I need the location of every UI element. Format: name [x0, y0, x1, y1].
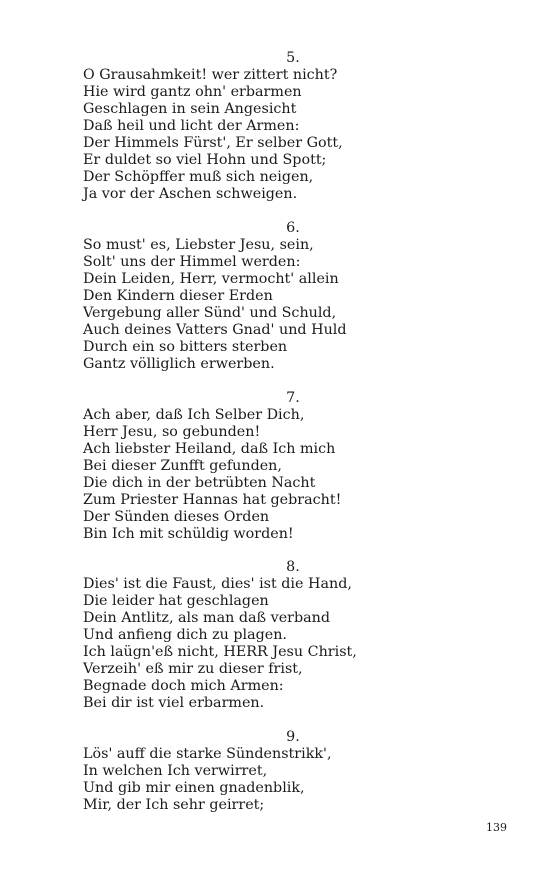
verse-line: Dies' ist die Faust, dies' ist die Hand, — [83, 576, 352, 593]
verse-line: Ich laügn'eß nicht, HERR Jesu Christ, — [83, 644, 357, 661]
stanza-5 — [83, 50, 383, 203]
stanza-number: 6. — [286, 219, 300, 236]
verse-line: Der Schöpffer muß sich neigen, — [83, 169, 314, 185]
verse-line: Bin Ich mit schüldig worden! — [83, 525, 294, 542]
verse-line: Zum Priester Hannas hat gebracht! — [83, 491, 342, 508]
verse-line: Begnade doch mich Armen: — [83, 678, 284, 695]
stanza-number: 7. — [286, 389, 300, 406]
verse-line: Verzeih' eß mir zu dieser frist, — [83, 661, 303, 678]
stanza-number: 9. — [286, 729, 300, 746]
poem-page — [83, 50, 383, 831]
verse-line: Und gib mir einen gnadenblik, — [83, 780, 305, 797]
verse-line: Die dich in der betrübten Nacht — [83, 474, 316, 491]
verse-line: Den Kindern dieser Erden — [83, 287, 273, 304]
page-number: 139 — [486, 821, 507, 834]
verse-line: Ach aber, daß Ich Selber Dich, — [83, 406, 305, 423]
verse-line: Die leider hat geschlagen — [83, 593, 269, 610]
verse-line: Mir, der Ich sehr geirret; — [83, 797, 265, 814]
verse-line: Hie wird gantz ohn' erbarmen — [83, 84, 302, 100]
verse-line: Und anfieng dich zu plagen. — [83, 627, 287, 644]
verse-line: Bei dieser Zunfft gefunden, — [83, 457, 282, 474]
verse-line: Geschlagen in sein Angesicht — [83, 101, 297, 117]
stanza-8 — [83, 559, 383, 712]
verse-line: In welchen Ich verwirret, — [83, 763, 268, 780]
verse-line: Auch deines Vatters Gnad' und Huld — [83, 321, 347, 338]
verse-line: Vergebung aller Sünd' und Schuld, — [83, 304, 337, 321]
verse-line: Ach liebster Heiland, daß Ich mich — [83, 440, 336, 457]
stanza-number: 5. — [286, 50, 300, 66]
verse-line: Solt' uns der Himmel werden: — [83, 253, 301, 270]
stanza-7 — [83, 390, 383, 543]
verse-line: Gantz völliglich erwerben. — [83, 355, 275, 372]
verse-line: O Grausahmkeit! wer zittert nicht? — [83, 67, 338, 83]
verse-line: So must' es, Liebster Jesu, sein, — [83, 236, 314, 253]
stanza-6 — [83, 220, 383, 373]
verse-line: Der Sünden dieses Orden — [83, 508, 270, 525]
verse-line: Herr Jesu, so gebunden! — [83, 423, 261, 440]
verse-line: Bei dir ist viel erbarmen. — [83, 695, 265, 712]
verse-line: Der Himmels Fürst', Er selber Gott, — [83, 135, 343, 151]
verse-line: Lös' auff die starke Sündenstrikk', — [83, 746, 332, 763]
verse-line: Dein Leiden, Herr, vermocht' allein — [83, 270, 339, 287]
verse-line: Dein Antlitz, als man daß verband — [83, 610, 331, 627]
stanza-number: 8. — [286, 559, 300, 576]
verse-line: Er duldet so viel Hohn und Spott; — [83, 152, 327, 168]
verse-line: Ja vor der Aschen schweigen. — [83, 186, 298, 202]
verse-line: Durch ein so bitters sterben — [83, 338, 288, 355]
verse-line: Daß heil und licht der Armen: — [83, 118, 300, 134]
stanza-9 — [83, 729, 383, 814]
